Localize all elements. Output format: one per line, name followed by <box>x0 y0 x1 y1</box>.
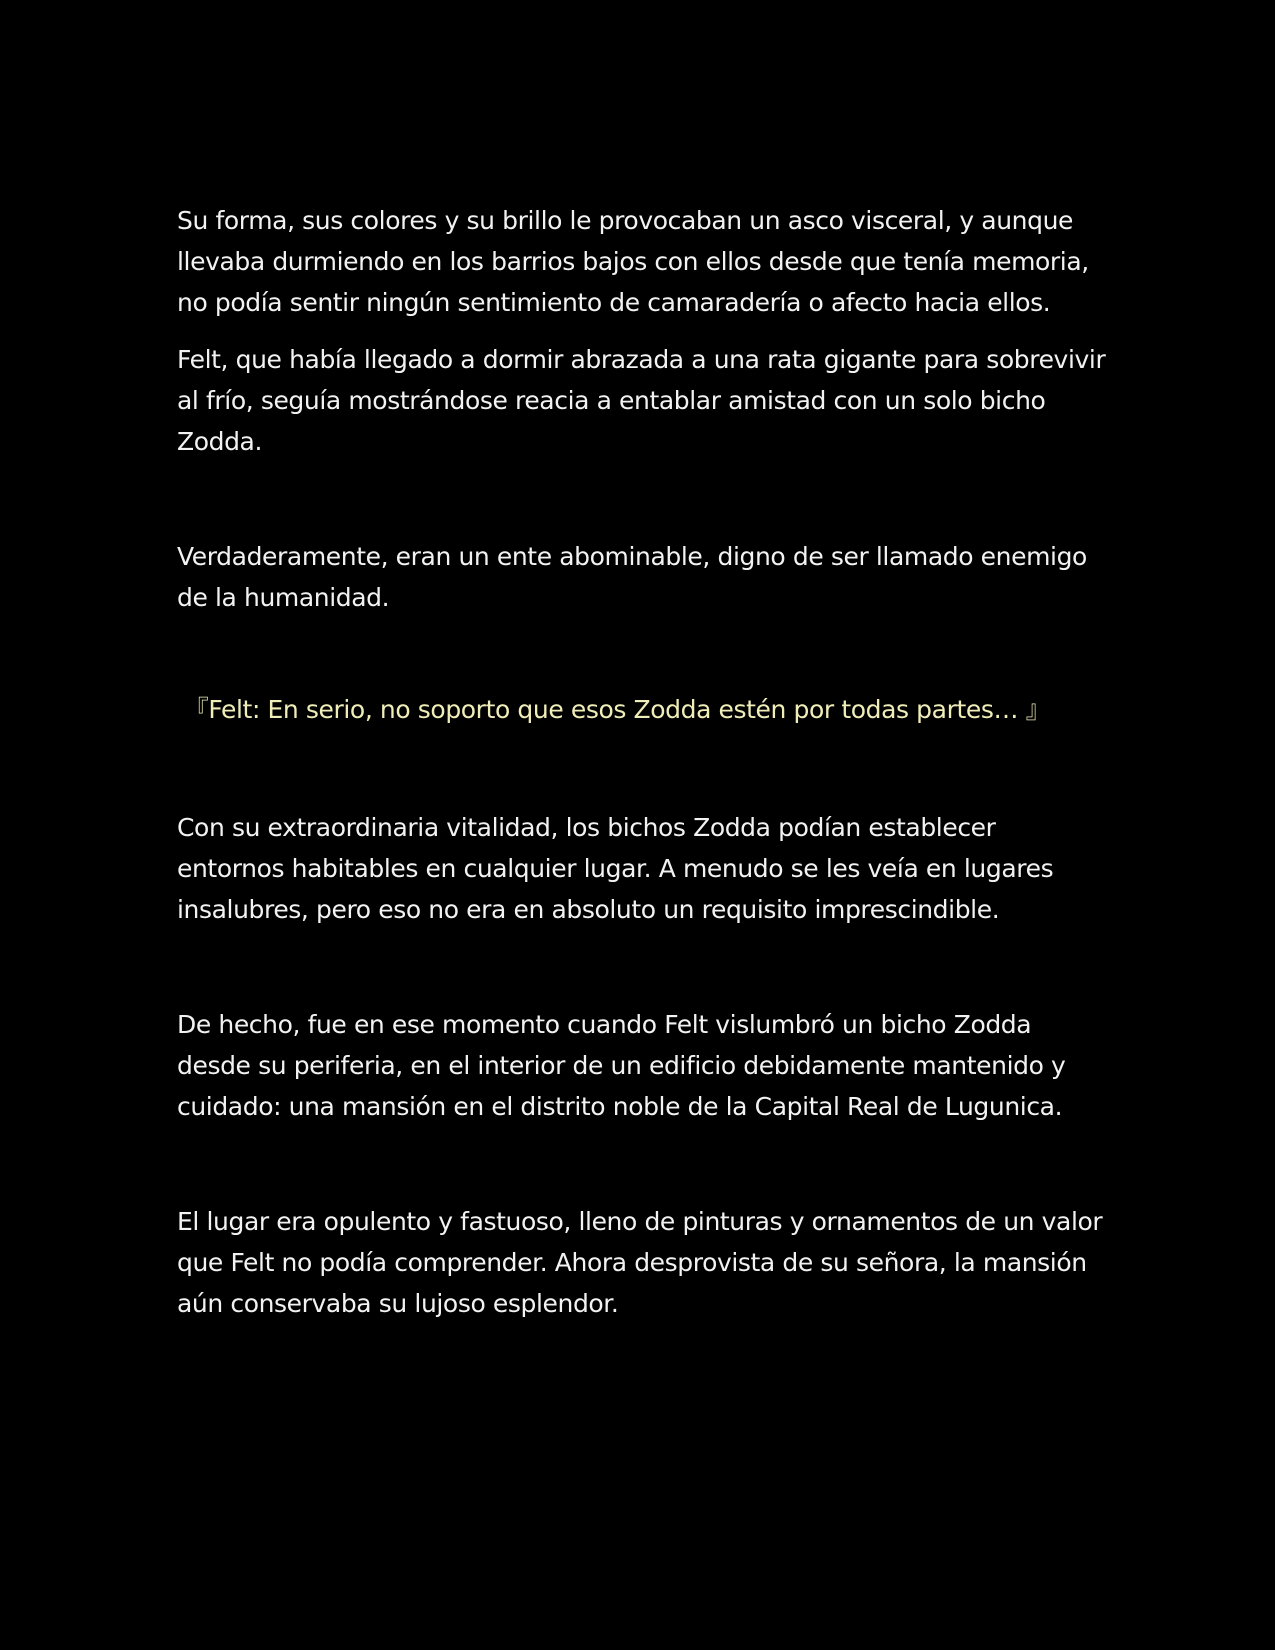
paragraph-2: Felt, que había llegado a dormir abrazada a una rata gigante para sobrevivir al frío, seguía mostrándose reacia a entablar amistad con un solo bicho Zodda. <box>177 345 1106 456</box>
paragraph-6: El lugar era opulento y fastuoso, lleno de pinturas y ornamentos de un valor que Felt no podía comprender. Ahora desprovista de su señora, la mansión aún conservaba su lujoso esplendor. <box>177 1207 1103 1318</box>
paragraph-3: Verdaderamente, eran un ente abominable, digno de ser llamado enemigo de la humanidad. <box>177 542 1087 612</box>
paragraph-1: Su forma, sus colores y su brillo le provocaban un asco visceral, y aunque llevaba durmiendo en los barrios bajos con ellos desde que tenía memoria, no podía sentir ningún sentimiento de camaradería o afecto hacia ellos. <box>177 206 1089 317</box>
document-page <box>177 200 1107 1324</box>
dialogue-line: 『Felt: En serio, no soporto que esos Zodda estén por todas partes… 』 <box>183 695 1051 724</box>
paragraph-4: Con su extraordinaria vitalidad, los bichos Zodda podían establecer entornos habitables en cualquier lugar. A menudo se les veía en lugares insalubres, pero eso no era en absoluto un requisito imprescindible. <box>177 813 1054 924</box>
paragraph-spacer <box>177 323 1107 339</box>
paragraph-5: De hecho, fue en ese momento cuando Felt vislumbró un bicho Zodda desde su periferia, en el interior de un edificio debidamente mantenido y cuidado: una mansión en el distrito noble de la Capital Real de Lugunica. <box>177 1010 1066 1121</box>
paragraph-spacer <box>177 618 1107 689</box>
paragraph-spacer <box>177 730 1107 807</box>
paragraph-spacer <box>177 930 1107 1004</box>
paragraph-spacer <box>177 1127 1107 1201</box>
paragraph-spacer <box>177 462 1107 536</box>
